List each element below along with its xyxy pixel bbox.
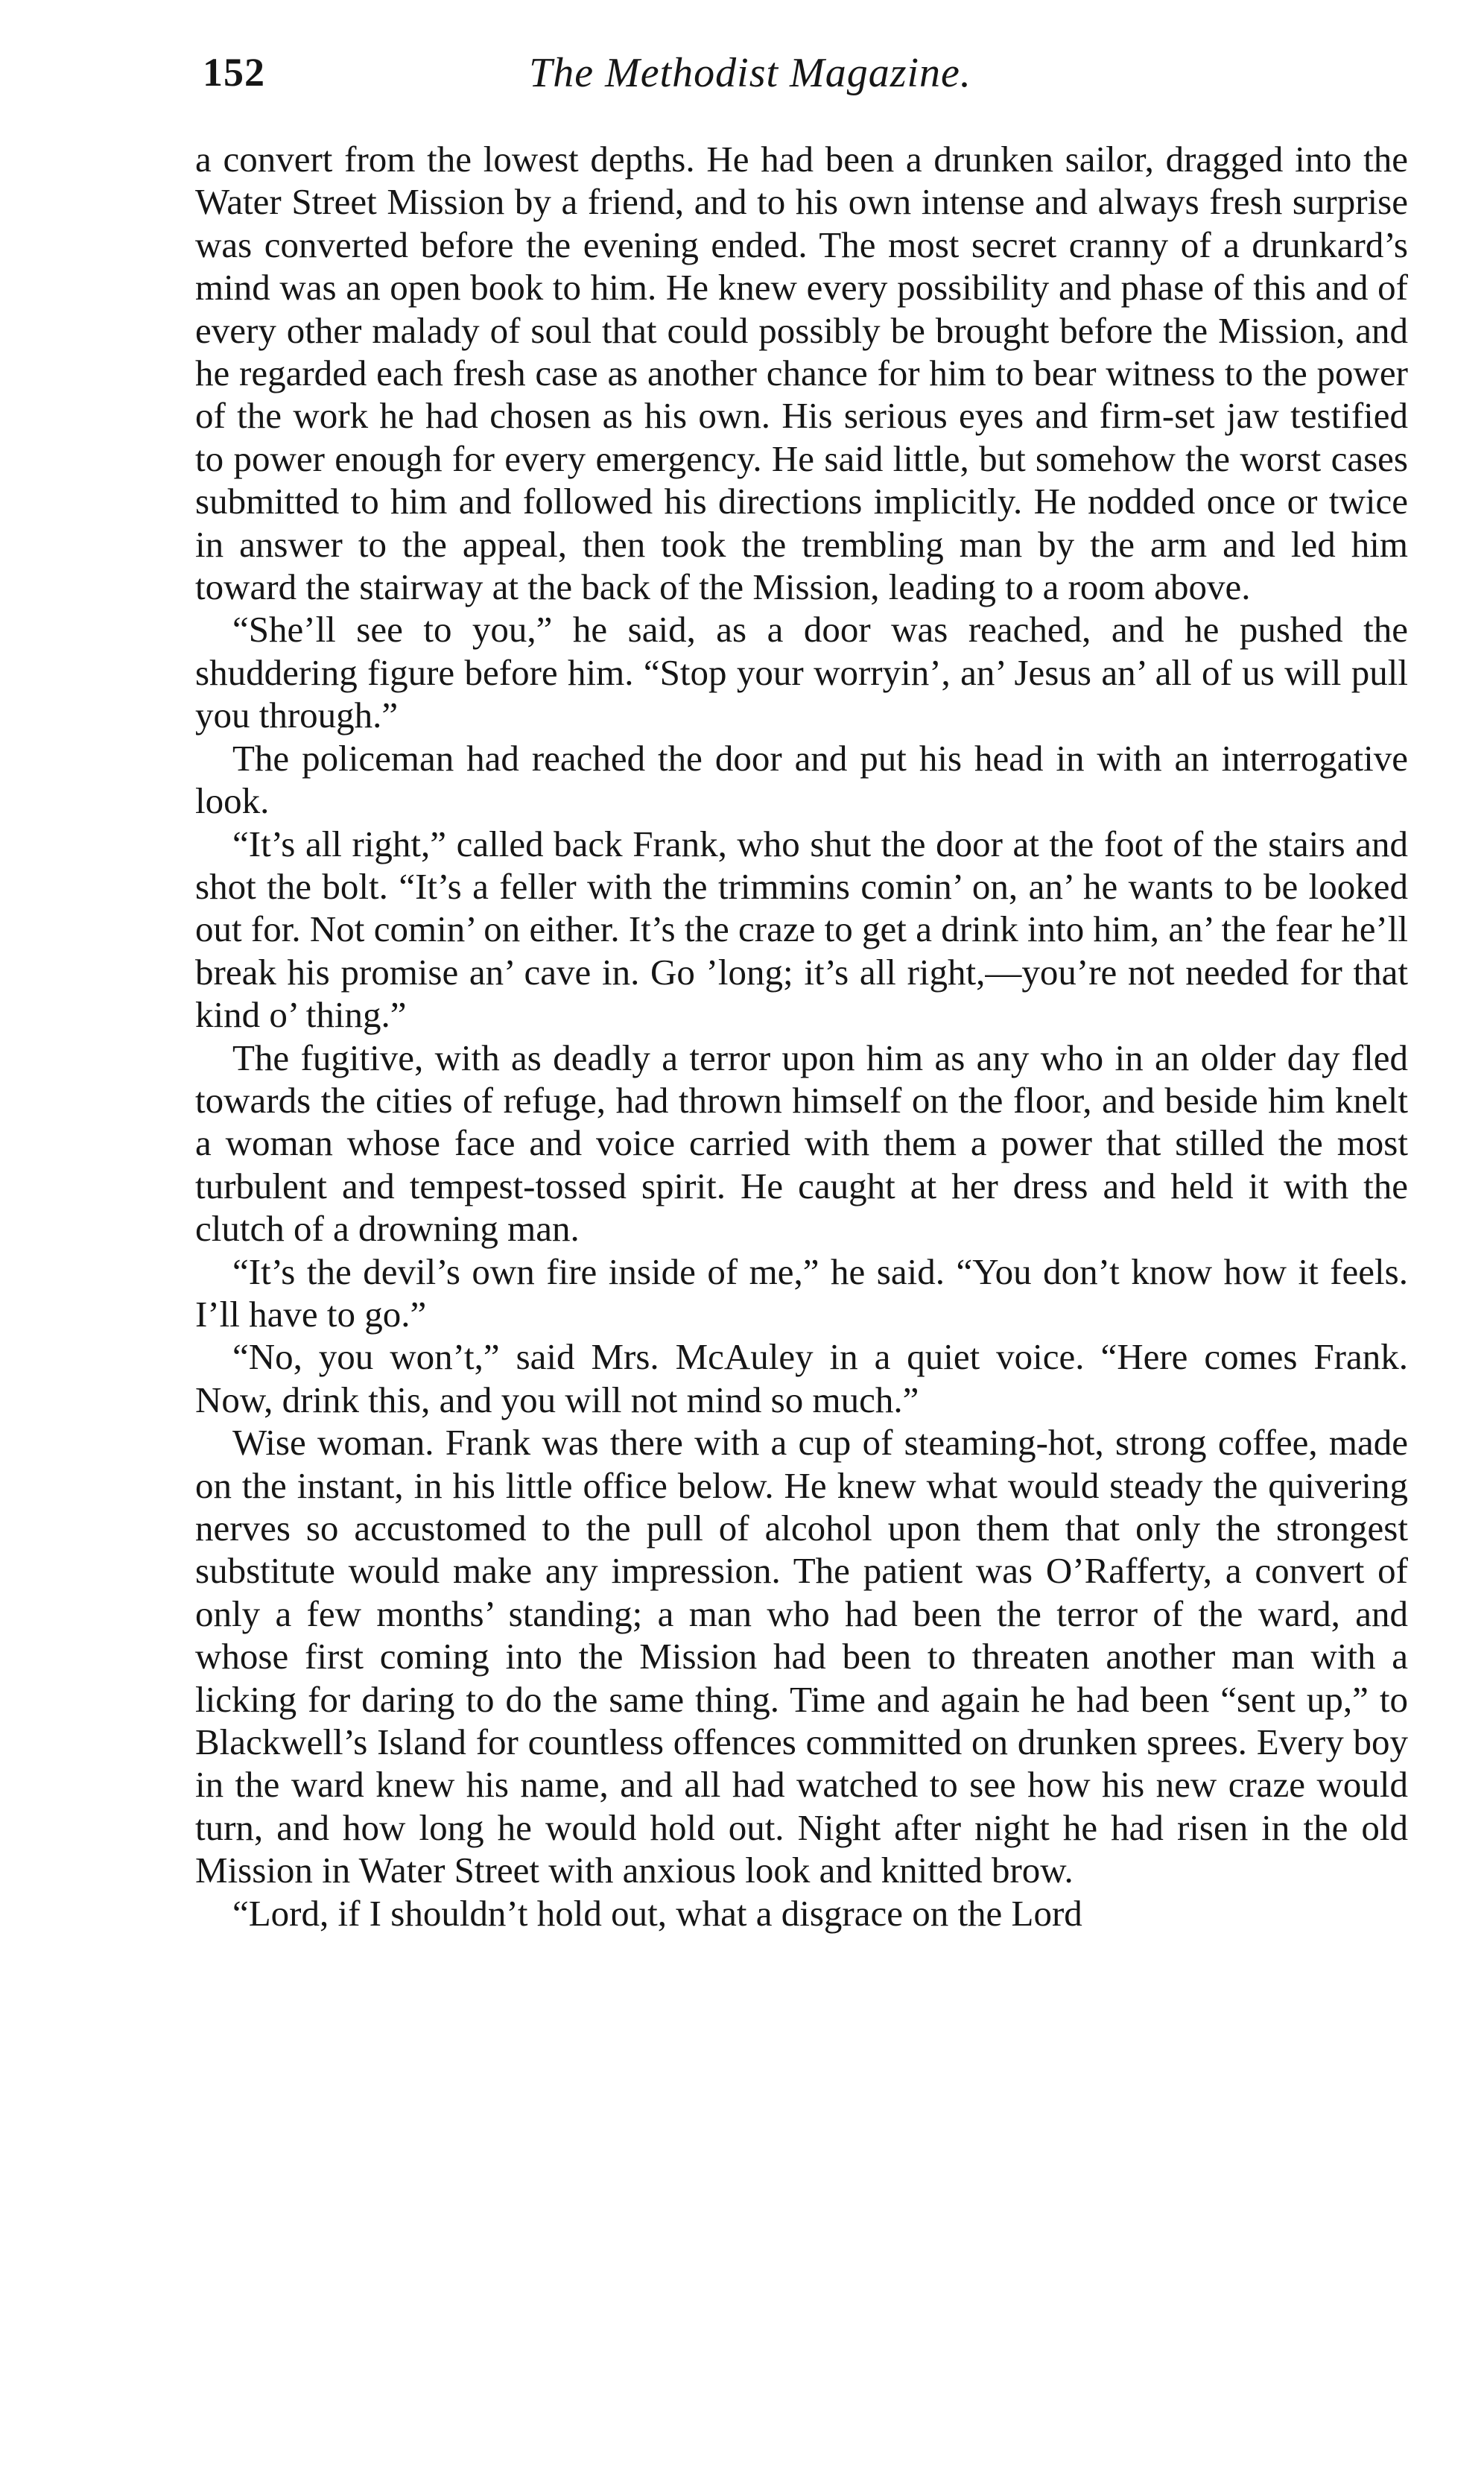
paragraph-7: “No, you won’t,” said Mrs. McAuley in a quiet voice. “Here comes Frank. Now, drink this, and you will not mind so much.” [195,1336,1408,1420]
paragraph-3: The policeman had reached the door and put his head in with an interrogative look. [195,737,1408,822]
paragraph-2: “She’ll see to you,” he said, as a door was reached, and he pushed the shuddering figure before him. “Stop your worryin’, an’ Jesus an’ all of us will pull you through.” [195,609,1408,736]
paragraph-1: a convert from the lowest depths. He had been a drunken sailor, dragged into the Water Street Mission by a friend, and to his own intense and always fresh surprise was converted before the evening ended. The most secret cranny of a drunkard’s mind was an open book to him. He knew every possibility and phase of this and of every other malady of soul that could possibly be brought before the Mission, and he regarded each fresh case as another chance for him to bear witness to the power of the work he had chosen as his own. His serious eyes and firm-set jaw testified to power enough for every emergency. He said little, but somehow the worst cases submitted to him and followed his directions implicitly. He nodded once or twice in answer to the appeal, then took the trembling man by the arm and led him toward the stairway at the back of the Mission, leading to a room above. [195,139,1408,608]
running-title: The Methodist Magazine. [529,50,971,96]
paragraph-5: The fugitive, with as deadly a terror upon him as any who in an older day fled towards the cities of refuge, had thrown himself on the floor, and beside him knelt a woman whose face and voice carried with them a power that stilled the most turbulent and tempest-tossed spirit. He caught at her dress and held it with the clutch of a drowning man. [195,1037,1408,1250]
body-text [195,138,1408,1935]
paragraph-9: “Lord, if I shouldn’t hold out, what a disgrace on the Lord [232,1892,1082,1934]
page-number: 152 [203,50,265,95]
paragraph-8: Wise woman. Frank was there with a cup of steaming-hot, strong coffee, made on the instant, in his little office below. He knew what would steady the quivering nerves so accustomed to the pull of alcohol upon them that only the strongest substitute would make any impression. The patient was O’Rafferty, a convert of only a few months’ standing; a man who had been the terror of the ward, and whose first coming into the Mission had been to threaten another man with a licking for daring to do the same thing. Time and again he had been “sent up,” to Blackwell’s Island for countless offences committed on drunken sprees. Every boy in the ward knew his name, and all had watched to see how his new craze would turn, and how long he would hold out. Night after night he had risen in the old Mission in Water Street with anxious look and knitted brow. [195,1422,1408,1891]
page-header [203,49,1402,116]
paragraph-6: “It’s the devil’s own fire inside of me,” he said. “You don’t know how it feels. I’ll have to go.” [195,1250,1408,1335]
paragraph-4: “It’s all right,” called back Frank, who shut the door at the foot of the stairs and shot the bolt. “It’s a feller with the trimmins comin’ on, an’ he wants to be looked out for. Not comin’ on either. It’s the craze to get a drink into him, an’ the fear he’ll break his promise an’ cave in. Go ’long; it’s all right,—you’re not needed for that kind o’ thing.” [195,823,1408,1036]
